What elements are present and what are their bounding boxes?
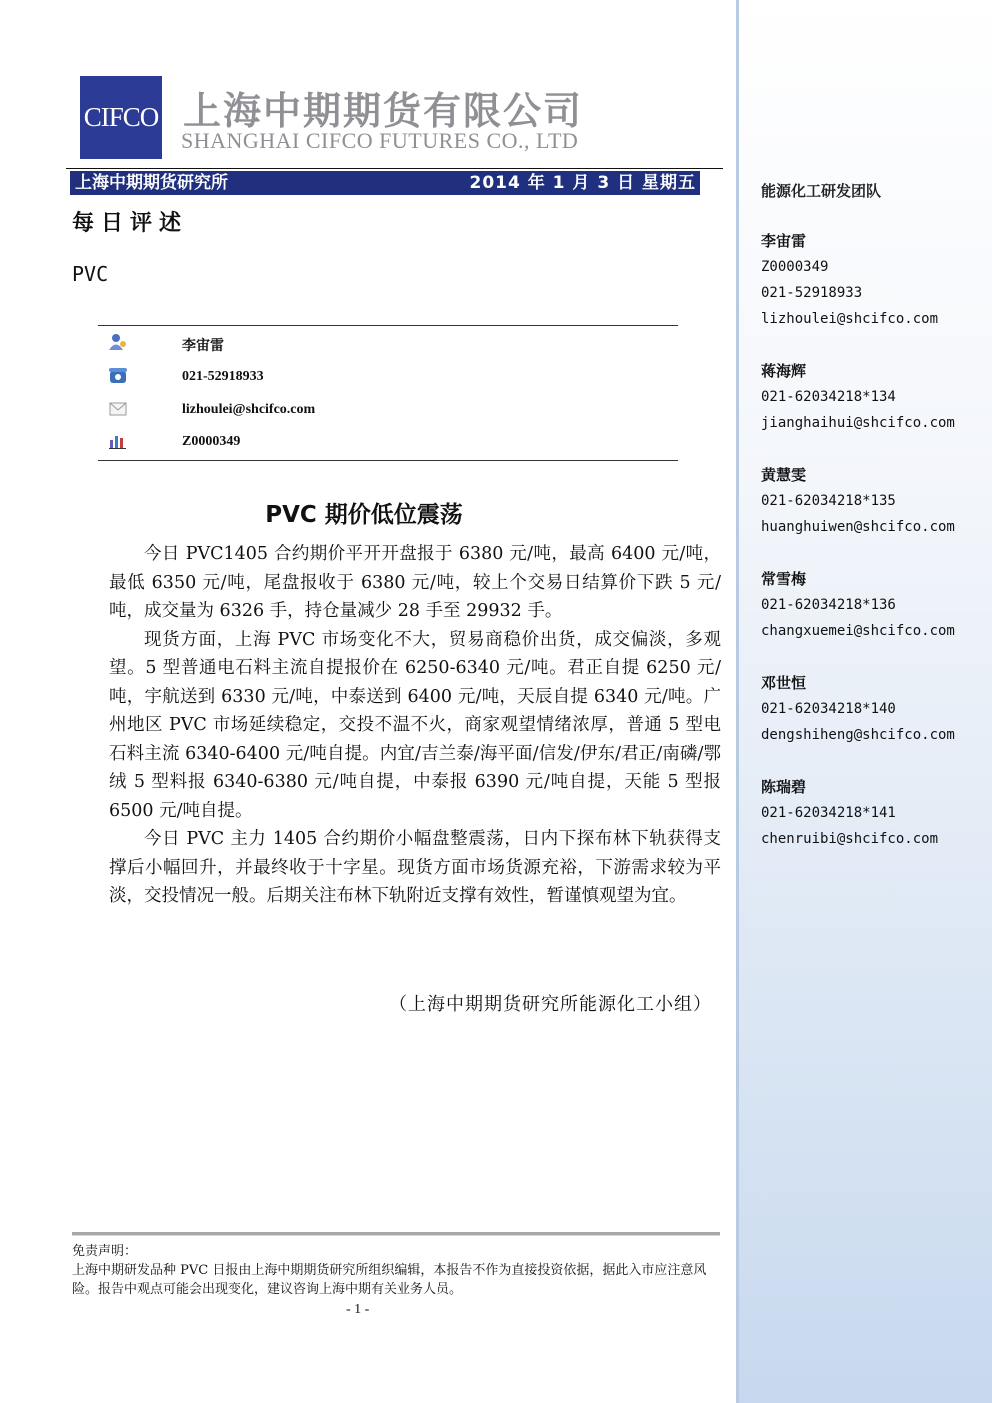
contact-phone: 021-52918933 <box>182 369 264 384</box>
analyst-phone: 021-52918933 <box>761 285 863 301</box>
report-series: 每日评述 <box>72 211 189 236</box>
contact-license: Z0000349 <box>182 434 241 449</box>
analyst-card <box>761 670 955 748</box>
analyst-card <box>761 358 955 436</box>
paragraph-futures: 今日 PVC1405 合约期价平开开盘报于 6380 元/吨，最高 6400 元/吨，最低 6350 元/吨，尾盘报收于 6380 元/吨，较上个交易日结算价下跌 5 元/吨，成交量为 6326 手，持仓量减少 28 手至 29932 手。 <box>109 544 721 621</box>
analyst-license: Z0000349 <box>761 259 829 275</box>
team-title: 能源化工研发团队 <box>761 182 882 200</box>
contact-block <box>98 325 678 461</box>
contact-row-phone <box>98 367 678 389</box>
analyst-email: changxuemei@shcifco.com <box>761 623 955 639</box>
article-body <box>109 540 721 911</box>
header-rule <box>66 168 723 169</box>
company-name-en: SHANGHAI CIFCO FUTURES CO., LTD <box>181 128 579 153</box>
bar-chart-icon <box>108 432 128 450</box>
analyst-phone: 021-62034218*134 <box>761 389 896 405</box>
analyst-email: huanghuiwen@shcifco.com <box>761 519 955 535</box>
disclaimer-title: 免责声明： <box>72 1244 138 1259</box>
analyst-name: 邓世恒 <box>761 674 807 692</box>
analyst-email: chenruibi@shcifco.com <box>761 831 939 847</box>
cifco-logo: CIFCO <box>80 76 162 159</box>
analyst-name: 常雪梅 <box>761 570 807 588</box>
contact-email: lizhoulei@shcifco.com <box>182 402 316 417</box>
analyst-card <box>761 774 938 852</box>
analyst-phone: 021-62034218*135 <box>761 493 896 509</box>
envelope-icon <box>108 400 128 418</box>
analyst-email: lizhoulei@shcifco.com <box>761 311 939 327</box>
contact-name: 李宙雷 <box>182 339 224 354</box>
analyst-card <box>761 462 955 540</box>
analyst-name: 黄慧雯 <box>761 466 807 484</box>
analyst-card <box>761 228 938 332</box>
institute-name: 上海中期期货研究所 <box>75 173 228 193</box>
contact-row-name <box>98 333 678 355</box>
analyst-name: 蒋海辉 <box>761 362 807 380</box>
article-signature: （上海中期期货研究所能源化工小组） <box>389 994 712 1015</box>
report-date: 2014 年 1 月 3 日 星期五 <box>469 173 696 193</box>
company-name-cn: 上海中期期货有限公司 <box>183 89 584 133</box>
analyst-name: 陈瑞碧 <box>761 778 807 796</box>
paragraph-outlook: 今日 PVC 主力 1405 合约期价小幅盘整震荡，日内下探布林下轨获得支撑后小幅回升，并最终收于十字星。现货方面市场货源充裕，下游需求较为平淡，交投情况一般。后期关注布林下轨附近支撑有效性，暂谨慎观望为宜。 <box>109 829 721 906</box>
disclaimer-text: 上海中期研发品种 PVC 日报由上海中期期货研究所组织编辑，本报告不作为直接投资依据，据此入市应注意风险。报告中观点可能会出现变化，建议咨询上海中期有关业务人员。 <box>72 1263 707 1297</box>
analyst-email: dengshiheng@shcifco.com <box>761 727 955 743</box>
paragraph-spot: 现货方面，上海 PVC 市场变化不大，贸易商稳价出货，成交偏淡，多观望。5 型普通电石料主流自提报价在 6250-6340 元/吨。君正自提 6250 元/吨，宇航送到 6330 元/吨，中泰送到 6400 元/吨，天辰自提 6340 元/吨。广州地区 PVC 市场延续稳定，交投不温不火，商家观望情绪浓厚，普通 5 型电石料主流 6340-6400 元/吨自提。内宜/吉兰泰/海平面/信发/伊东/君正/南磷/鄂绒 5 型料报 6340-6380 元/吨自提，中泰报 6390 元/吨自提，天能 5 型报 6500 元/吨自提。 <box>109 629 721 821</box>
phone-icon <box>108 367 128 385</box>
page-number: - 1 - <box>346 1302 370 1317</box>
analyst-phone: 021-62034218*136 <box>761 597 896 613</box>
article-title: PVC 期价低位震荡 <box>265 502 463 528</box>
analyst-card <box>761 566 955 644</box>
footer-rule <box>72 1232 720 1236</box>
disclaimer <box>72 1242 724 1299</box>
analyst-email: jianghaihui@shcifco.com <box>761 415 955 431</box>
person-icon <box>108 333 128 351</box>
analyst-phone: 021-62034218*141 <box>761 805 896 821</box>
team-sidebar <box>736 0 992 1403</box>
analyst-phone: 021-62034218*140 <box>761 701 896 717</box>
report-banner <box>70 171 700 195</box>
contact-row-email <box>98 400 678 422</box>
contact-row-license <box>98 432 678 454</box>
analyst-name: 李宙雷 <box>761 232 807 250</box>
product-name: PVC <box>72 262 109 286</box>
